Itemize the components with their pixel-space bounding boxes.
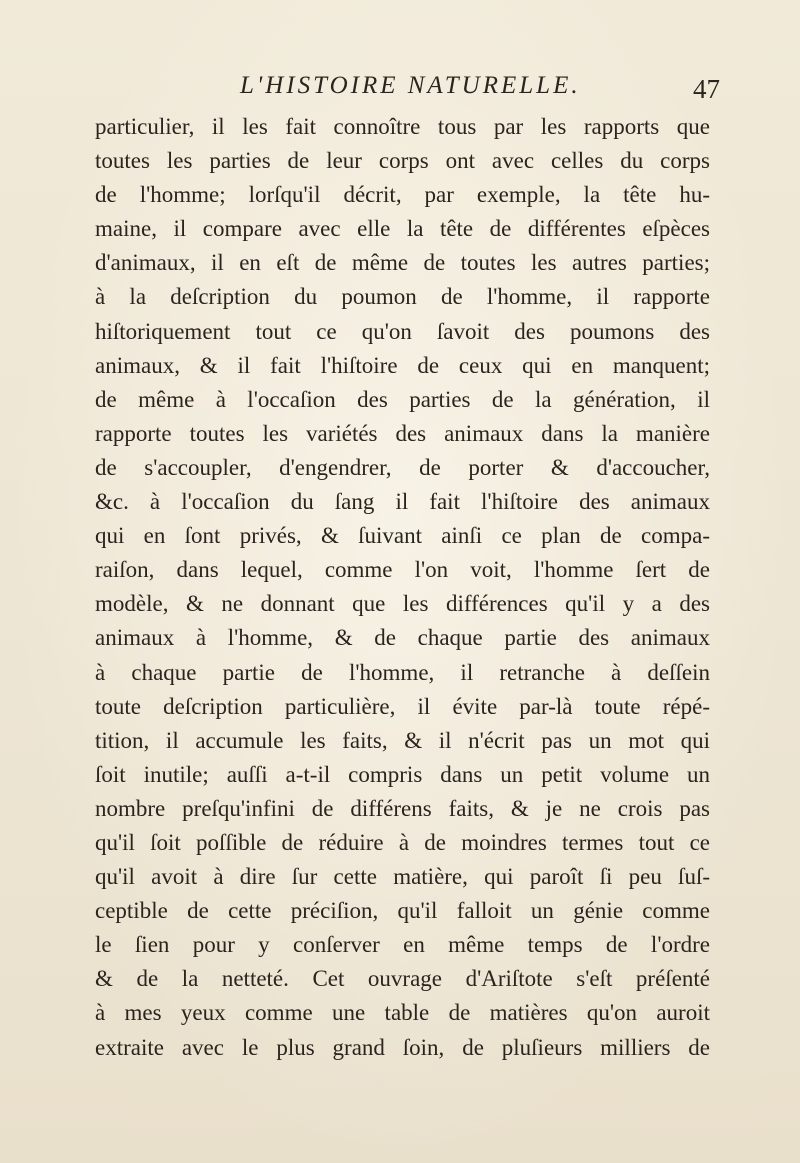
text-line: toute deſcription particulière, il évite par-là toute répé- — [95, 693, 710, 719]
text-line: rapporte toutes les variétés des animaux dans la manière — [95, 420, 710, 446]
running-title: L'HISTOIRE NATURELLE. — [240, 72, 581, 99]
text-line: maine, il compare avec elle la tête de différentes eſpèces — [95, 216, 710, 242]
text-line: à la deſcription du poumon de l'homme, il rapporte — [95, 284, 710, 310]
text-line: ſoit inutile; auſſi a-t-il compris dans un petit volume un — [95, 761, 710, 787]
text-line: à mes yeux comme une table de matières qu'on auroit — [95, 1000, 710, 1026]
text-line: raiſon, dans lequel, comme l'on voit, l'homme ſert de — [95, 557, 710, 583]
text-line: animaux, & il fait l'hiſtoire de ceux qui en manquent; — [95, 352, 710, 378]
text-line: toutes les parties de leur corps ont avec celles du corps — [95, 148, 710, 174]
text-line: de l'homme; lorſqu'il décrit, par exemple, la tête hu- — [95, 182, 710, 208]
text-line: qu'il ſoit poſſible de réduire à de moindres termes tout ce — [95, 829, 710, 855]
text-line: de même à l'occaſion des parties de la génération, il — [95, 386, 710, 412]
page-number: 47 — [693, 74, 720, 104]
text-line: qui en ſont privés, & ſuivant ainſi ce plan de compa- — [95, 523, 710, 549]
text-line: modèle, & ne donnant que les différences qu'il y a des — [95, 591, 710, 617]
text-line: qu'il avoit à dire ſur cette matière, qui paroît ſi peu ſuſ- — [95, 864, 710, 890]
text-line: extraite avec le plus grand ſoin, de pluſieurs milliers de — [95, 1034, 710, 1060]
text-line: ceptible de cette préciſion, qu'il falloit un génie comme — [95, 898, 710, 924]
text-line: nombre preſqu'infini de différens faits, & je ne crois pas — [95, 795, 710, 821]
text-line: à chaque partie de l'homme, il retranche à deſſein — [95, 659, 710, 685]
text-line: particulier, il les fait connoître tous par les rapports que — [95, 114, 710, 139]
text-line: le ſien pour y conſerver en même temps de l'ordre — [95, 932, 710, 958]
text-line: de s'accoupler, d'engendrer, de porter & d'accoucher, — [95, 454, 710, 480]
text-line: & de la netteté. Cet ouvrage d'Ariſtote s'eſt préſenté — [95, 966, 710, 992]
text-line: animaux à l'homme, & de chaque partie des animaux — [95, 625, 710, 651]
text-line: &c. à l'occaſion du ſang il fait l'hiſtoire des animaux — [95, 489, 710, 515]
text-line: tition, il accumule les faits, & il n'écrit pas un mot qui — [95, 727, 710, 753]
text-line: hiſtoriquement tout ce qu'on ſavoit des poumons des — [95, 318, 710, 344]
text-line: d'animaux, il en eſt de même de toutes les autres parties; — [95, 250, 710, 276]
body-text — [95, 110, 710, 1065]
